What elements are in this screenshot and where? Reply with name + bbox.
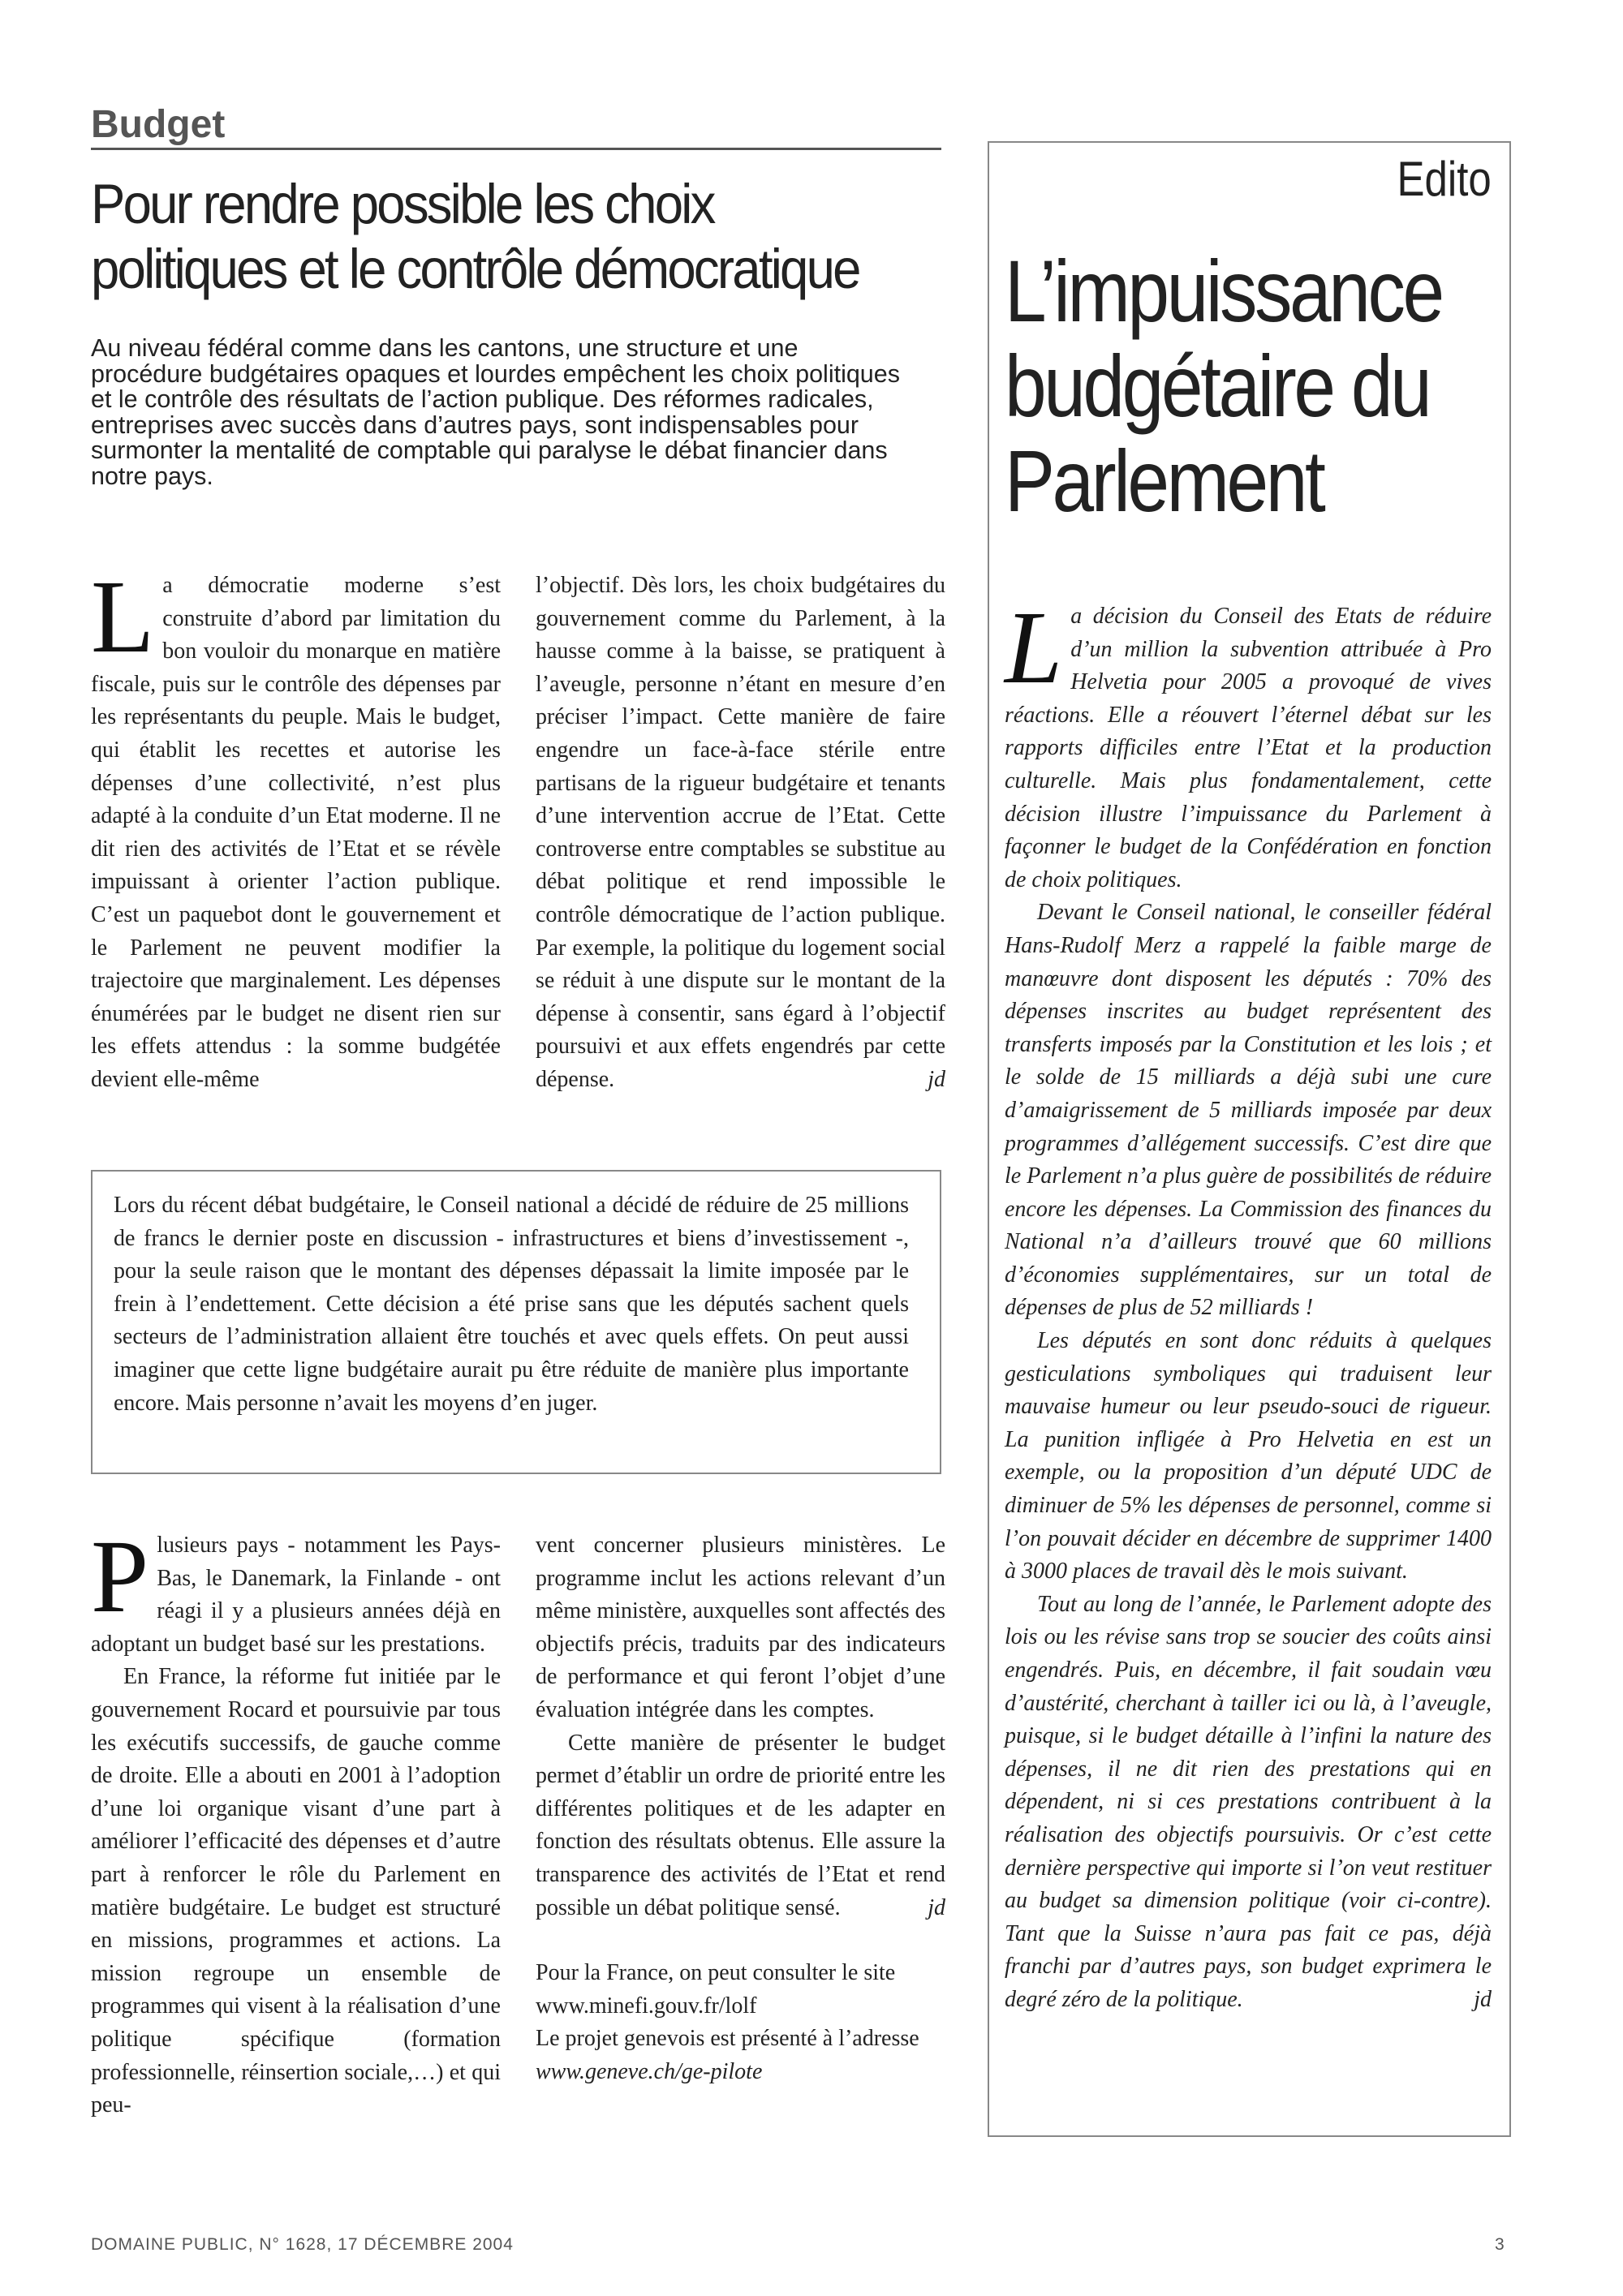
edito-p1: a décision du Conseil des Etats de réduire d’un million la subvention attribuée à Pro Helvetia pour 2005 a provoqué de vives réactions. Elle a réouvert l’éternel débat sur les rapports difficiles entre l’Etat et la production culturelle. Mais plus fondamentalement, cette décision illustre l’impuissance du Parlement à façonner le budget de la Confédération en fonction de choix politiques. — [1005, 604, 1492, 892]
article2-column-2 — [536, 1529, 945, 2089]
edito-title: L’impuissance budgétaire du Parlement — [1005, 242, 1442, 530]
article2-col1-p1: lusieurs pays - notamment les Pays-Bas, le Danemark, la Finlande - ont réagi il y a plusieurs années déjà en adoptant un budget basé sur les prestations. — [91, 1533, 501, 1657]
footer-publication: DOMAINE PUBLIC, N° 1628, 17 DÉCEMBRE 2004 — [91, 2235, 514, 2254]
dropcap: P — [91, 1519, 149, 1634]
article-title: Pour rendre possible les choix politiques et le contrôle démocratique — [91, 173, 859, 300]
article2-column-1 — [91, 1519, 501, 2122]
sidebar-text: Lors du récent débat budgétaire, le Conseil national a décidé de réduire de 25 millions de francs le dernier poste en discussion - infrastructures et biens d’investissement -, pour la seule raison que le montant des dépenses dépassait la limite imposée par le frein à l’endettement. Cette décision a été prise sans que les députés sachent quels secteurs de l’administration allaient être touchés et avec quels effets. On peut aussi imaginer que cette ligne budgétaire aurait pu être réduite de manière plus importante encore. Mais personne n’avait les moyens d’en juger. — [114, 1193, 909, 1416]
article1-column-2 — [536, 570, 945, 1097]
section-label: Budget — [91, 104, 941, 150]
article2-note-1: Pour la France, on peut consulter le site www.minefi.gouv.fr/lolf — [536, 1960, 896, 2019]
geneve-link[interactable]: www.geneve.ch/ge-pilote — [536, 2058, 763, 2084]
page-number: 3 — [1495, 2235, 1505, 2254]
dropcap: L — [1005, 590, 1063, 705]
edito-label: Edito — [1397, 152, 1492, 206]
article2-col1-p2: En France, la réforme fut initiée par le gouvernement Rocard et poursuivie par tous les exécutifs successifs, de gauche comme de droite. Elle a abouti en 2001 à l’adoption d’une loi organique visant d’une part à améliorer l’efficacité des dépenses et d’autre part à renforcer le rôle du Parlement en matière budgétaire. Le budget est structuré en missions, programmes et actions. La mission regroupe un ensemble de programmes qui visent à la réalisation d’une politique spécifique (formation professionnelle, réinsertion sociale,…) et qui peu- — [91, 1664, 501, 2118]
article-lead: Au niveau fédéral comme dans les cantons, une structure et une procédure budgétaires opaques et lourdes empêchent les choix politiques et le contrôle des résultats de l’action publique. Des réformes radicales, entreprises avec succès dans d’autres pays, sont indispensables pour surmonter la mentalité de comptable qui paralyse le débat financier dans notre pays. — [91, 334, 900, 490]
edito-p3: Les députés en sont donc réduits à quelques gesticulations symboliques qui traduisent leur mauvaise humeur ou leur pseudo-souci de rigueur. La punition infligée à Pro Helvetia en est un exemple, ou la proposition d’un député UDC de diminuer de 5% les dépenses de personnel, comme si l’on pouvait décider en décembre de supprimer 1400 à 3000 places de travail dès le mois suivant. — [1005, 1328, 1492, 1584]
article2-note-2: Le projet genevois est présenté à l’adresse — [536, 2026, 919, 2052]
article1-col2-text: l’objectif. Dès lors, les choix budgétaires du gouvernement comme du Parlement, à la hausse comme à la baisse, se pratiquent à l’aveugle, personne n’étant en mesure d’en préciser l’impact. Cette manière de faire engendre un face-à-face stérile entre partisans de la rigueur budgétaire et tenants d’une intervention accrue de l’Etat. Cette controverse entre comptables se substitue au débat politique et rend impossible le contrôle démocratique de l’action publique. Par exemple, la politique du logement social se réduit à une dispute sur le montant de la dépense à consentir, sans égard à l’objectif poursuivi et aux effets engendrés par cette dépense. — [536, 573, 945, 1092]
article2-col2-p2: Cette manière de présenter le budget permet d’établir un ordre de priorité entre les différentes politiques et de les adapter en fonction des résultats obtenus. Elle assure la transparence des activités de l’Etat et rend possible un débat politique sensé. — [536, 1730, 945, 1920]
article1-signature: jd — [928, 1066, 945, 1092]
edito-p4: Tout au long de l’année, le Parlement adopte des lois ou les révise sans trop se soucier des coûts ainsi engendrés. Puis, en décembre, il fait soudain vœu d’austérité, cherchant à tailler ici ou là, à l’aveugle, puisque, si le budget détaille à l’infini la nature des dépenses, il ne dit rien des prestations qui en dépendent, ni si ces prestations contribuent à la réalisation des objectifs poursuivis. Or c’est cette dernière perspective qui importe si l’on veut restituer au budget sa dimension politique (voir ci-contre). Tant que la Suisse n’aura pas fait ce pas, déjà franchi par d’autres pays, son budget exprimera le degré zéro de la politique. — [1005, 1591, 1492, 2012]
edito-signature: jd — [1474, 1986, 1492, 2012]
article2-col2-p1: vent concerner plusieurs ministères. Le programme inclut les actions relevant d’un même ministère, auxquelles sont affectés des objectifs précis, traduits par des indicateurs de performance et qui feront l’objet d’une évaluation intégrée dans les comptes. — [536, 1533, 945, 1722]
edito-body — [1005, 590, 1492, 2017]
dropcap: L — [91, 559, 155, 674]
article1-column-1 — [91, 559, 501, 1097]
article1-col1-text: a démocratie moderne s’est construite d’abord par limitation du bon vouloir du monarque en matière fiscale, puis sur le contrôle des dépenses par les représentants du peuple. Mais le budget, qui établit les recettes et autorise les dépenses d’une collectivité, n’est plus adapté à la conduite d’un Etat moderne. Il ne dit rien des activités de l’Etat et se révèle impuissant à orienter l’action publique. C’est un paquebot dont le gouvernement et le Parlement ne peuvent modifier la trajectoire que marginalement. Les dépenses énumérées par le budget ne disent rien sur les effets attendus : la somme budgétée devient elle-même — [91, 573, 501, 1092]
article2-signature: jd — [928, 1894, 945, 1920]
edito-p2: Devant le Conseil national, le conseiller fédéral Hans-Rudolf Merz a rappelé la faible marge de manœuvre dont disposent les députés : 70% des dépenses inscrites au budget représentent des transferts imposés par la Constitution et les lois ; et le solde de 15 milliards a déjà subi une cure d’amaigrissement de 5 milliards imposée par deux programmes d’allégement successifs. C’est dire que le Parlement n’a plus guère de possibilités de réduire encore les dépenses. La Commission des finances du National n’a d’ailleurs trouvé que 60 millions d’économies supplémentaires, sur un total de dépenses de plus de 52 milliards ! — [1005, 900, 1492, 1321]
